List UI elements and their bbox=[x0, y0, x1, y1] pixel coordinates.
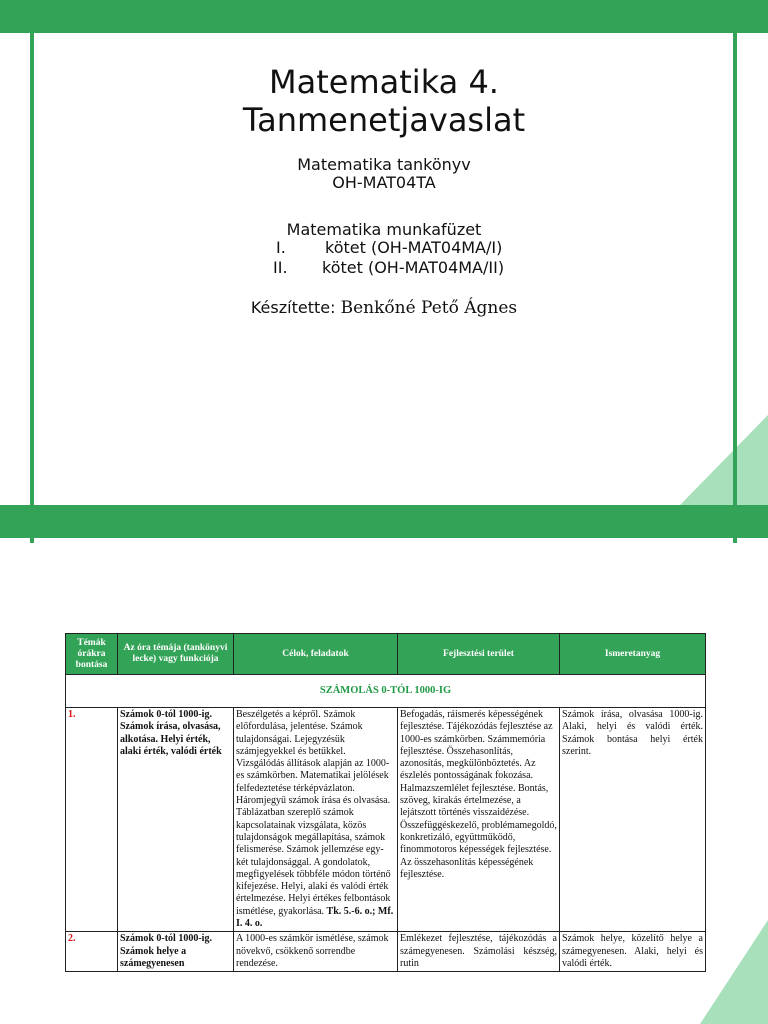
row-topic: Számok 0-tól 1000-ig. Számok helye a számegyenesen bbox=[118, 932, 234, 972]
cover-title-line2: Tanmenetjavaslat bbox=[242, 101, 526, 139]
row-goals bbox=[234, 708, 398, 932]
author-label: Készítette: bbox=[250, 298, 336, 317]
author-name: Benkőné Pető Ágnes bbox=[340, 298, 518, 318]
bottom-green-bar bbox=[0, 505, 768, 538]
table-header-row bbox=[66, 634, 706, 675]
header-goals: Célok, feladatok bbox=[234, 634, 398, 675]
header-topic-hours: Témák órákra bontása bbox=[66, 634, 118, 675]
section-title: SZÁMOLÁS 0-TÓL 1000-IG bbox=[66, 675, 706, 708]
volume-2-marker: II. bbox=[273, 258, 288, 277]
row-refs: Tk. 5.-6. o.; Mf. I. 4. o. bbox=[236, 905, 394, 930]
row-number: 2. bbox=[66, 932, 118, 972]
row-number: 1. bbox=[66, 708, 118, 932]
table-row bbox=[66, 932, 706, 972]
cover-title-line1: Matematika 4. bbox=[269, 63, 499, 101]
header-lesson-topic: Az óra témája (tankönyvi lecke) vagy funkciója bbox=[118, 634, 234, 675]
volume-2-text: kötet (OH-MAT04MA/II) bbox=[322, 258, 505, 277]
row-goals: A 1000-es számkör ismétlése, számok növekvő, csökkenő sorrendbe rendezése. bbox=[234, 932, 398, 972]
row-goals-text: Beszélgetés a képről. Számok előfordulása, jelentése. Számok tulajdonságai. Lejegyzésük számjegyekkel és betűkkel. Vizsgálódás állítások alapján az 1000-es számkörben. Matematikai jelölések felfedeztetése térképvázlaton. Háromjegyű számok írása és olvasása. Táblázatban szereplő számok kapcsolatainak vizsgálata, közös tulajdonságok megállapítása, számok felismerése. Számok jellemzése egy-két tulajdonsággal. A gondolatok, megfigyelések többféle módon történő kifejezése. Helyi, alaki és valódi érték értelmezése. Helyi értékes felbontások ismétlése, gyakorlása. bbox=[236, 709, 391, 917]
section-row bbox=[66, 675, 706, 708]
row-development: Emlékezet fejlesztése, tájékozódás a számegyenesen. Számolási készség, rutin bbox=[398, 932, 560, 972]
row-knowledge: Számok helye, közelítő helye a számegyenesen. Alaki, helyi és valódi érték. bbox=[560, 932, 706, 972]
row-development: Befogadás, ráismerés képességének fejlesztése. Tájékozódás fejlesztése az 1000-es számkörben. Számmemória fejlesztése. Összehasonlítás, azonosítás, megkülönböztetés. Az észlelés pontosságának fokozása. Halmazszemlélet fejlesztése. Bontás, szöveg, kirakás értelmezése, a lejátszott történés visszaidézése. Összefüggéskezelő, problémamegoldó, konkretizáló, együttműködő, finommotoros képességek fejlesztése. Az összehasonlítás képességének fejlesztése. bbox=[398, 708, 560, 932]
top-green-bar bbox=[0, 0, 768, 33]
workbook-label: Matematika munkafüzet bbox=[286, 220, 482, 239]
header-knowledge: Ismeretanyag bbox=[560, 634, 706, 675]
decor-triangle-top bbox=[680, 415, 768, 505]
decor-triangle-bottom bbox=[700, 920, 768, 1024]
lesson-plan-table bbox=[65, 633, 706, 972]
textbook-label: Matematika tankönyv bbox=[297, 155, 471, 174]
table-row bbox=[66, 708, 706, 932]
volume-1-marker: I. bbox=[276, 238, 286, 257]
row-topic: Számok 0-tól 1000-ig. Számok írása, olvasása, alkotása. Helyi érték, alaki érték, valódi érték bbox=[118, 708, 234, 932]
header-development: Fejlesztési terület bbox=[398, 634, 560, 675]
author-line bbox=[0, 298, 768, 318]
row-knowledge: Számok írása, olvasása 1000-ig. Alaki, helyi és valódi érték. Számok bontása helyi érték szerint. bbox=[560, 708, 706, 932]
volume-1-text: kötet (OH-MAT04MA/I) bbox=[325, 238, 503, 257]
textbook-code: OH-MAT04TA bbox=[332, 173, 436, 192]
